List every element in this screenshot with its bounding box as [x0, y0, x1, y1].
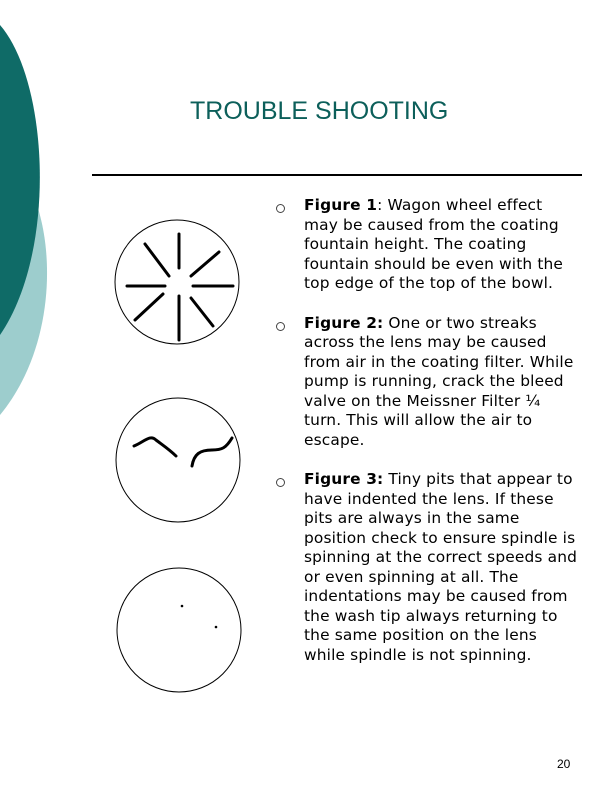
figure-3-description: Tiny pits that appear to have indented the lens. If these pits are always in the same position check to ensure spindle is spinning at the correct speeds and or even spinning at all. The indentations may be caused from the wash tip always returning to the same position on the lens while spindle is not spinning.	[304, 470, 578, 664]
slide-title: TROUBLE SHOOTING	[190, 97, 449, 125]
figure-2-description: One or two streaks across the lens may be caused from air in the coating filter. While pump is running, crack the bleed valve on the Meissner Filter ¼ turn. This will allow the air to escape.	[304, 313, 574, 449]
troubleshooting-list	[276, 196, 581, 665]
figure-3-heading: Figure 3:	[304, 470, 384, 488]
list-item	[276, 314, 581, 451]
bullet-circle-icon	[276, 478, 285, 487]
streak-lens-icon	[114, 396, 242, 524]
bullet-circle-icon	[276, 322, 285, 331]
bullet-circle-icon	[276, 204, 285, 213]
title-divider	[92, 174, 582, 176]
pitted-lens-icon	[115, 566, 243, 694]
wagon-wheel-lens-icon	[113, 218, 241, 346]
figure-1-heading: Figure 1	[304, 196, 378, 214]
figure-1-description: : Wagon wheel effect may be caused from the coating fountain height. The coating fountain should be even with the top edge of the top of the bowl.	[304, 196, 564, 292]
list-item	[276, 470, 581, 665]
page-number: 20	[557, 757, 571, 771]
list-item	[276, 196, 581, 294]
figure-2-heading: Figure 2:	[304, 313, 384, 332]
